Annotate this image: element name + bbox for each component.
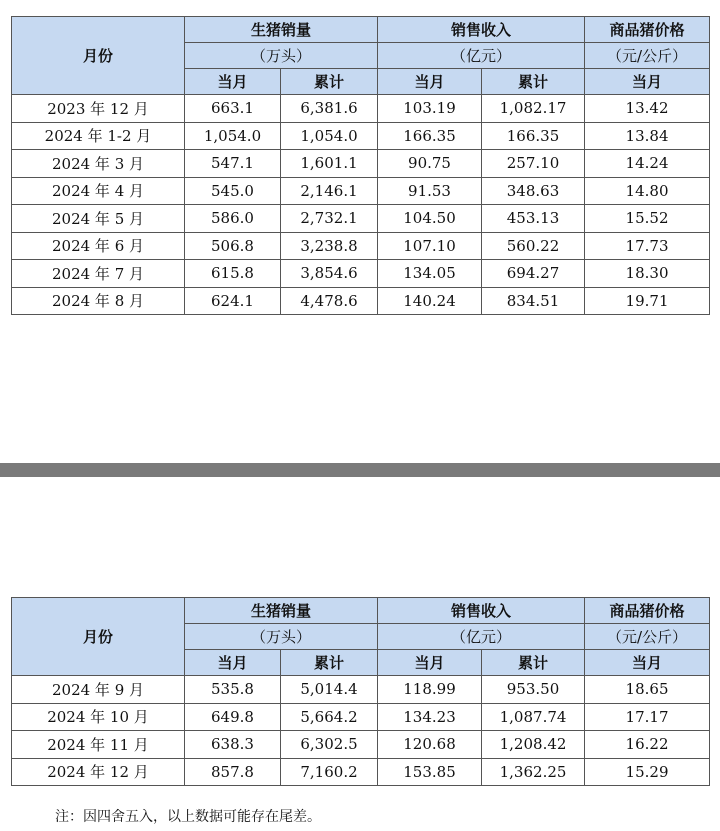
month-cell: 2024 年 5 月 [12,205,185,233]
revenue-current-cell: 90.75 [378,150,482,178]
month-cell: 2024 年 4 月 [12,177,185,205]
month-cell: 2024 年 9 月 [12,676,185,704]
price-unit: （元/公斤） [585,43,710,69]
sales-cumulative-cell: 2,146.1 [281,177,378,205]
table-row [12,287,710,315]
sales-cumulative-cell: 4,478.6 [281,287,378,315]
revenue-unit: （亿元） [378,43,585,69]
price-current-header: 当月 [585,650,710,676]
revenue-cumulative-cell: 694.27 [482,260,585,288]
revenue-current-cell: 91.53 [378,177,482,205]
pig-sales-header: 生猪销量 [185,598,378,624]
sales-cumulative-cell: 2,732.1 [281,205,378,233]
price-cell: 14.80 [585,177,710,205]
revenue-cumulative-header: 累计 [482,650,585,676]
sales-current-header: 当月 [185,650,281,676]
price-cell: 18.65 [585,676,710,704]
revenue-cumulative-cell: 1,087.74 [482,703,585,731]
price-current-header: 当月 [585,69,710,95]
revenue-current-cell: 118.99 [378,676,482,704]
revenue-cumulative-cell: 453.13 [482,205,585,233]
sales-current-cell: 663.1 [185,95,281,123]
revenue-cumulative-cell: 834.51 [482,287,585,315]
price-cell: 14.24 [585,150,710,178]
month-header: 月份 [12,17,185,95]
table-row [12,177,710,205]
price-cell: 15.52 [585,205,710,233]
price-header: 商品猪价格 [585,598,710,624]
price-cell: 13.84 [585,122,710,150]
month-cell: 2024 年 12 月 [12,758,185,786]
table-row [12,260,710,288]
sales-current-cell: 586.0 [185,205,281,233]
sales-cumulative-cell: 5,664.2 [281,703,378,731]
revenue-cumulative-cell: 257.10 [482,150,585,178]
revenue-current-cell: 104.50 [378,205,482,233]
price-cell: 13.42 [585,95,710,123]
sales-current-header: 当月 [185,69,281,95]
revenue-cumulative-header: 累计 [482,69,585,95]
table-row [12,150,710,178]
revenue-cumulative-cell: 560.22 [482,232,585,260]
sales-current-cell: 624.1 [185,287,281,315]
table-row [12,122,710,150]
pig-sales-unit: （万头） [185,43,378,69]
revenue-current-cell: 120.68 [378,731,482,759]
sales-current-cell: 535.8 [185,676,281,704]
revenue-cumulative-cell: 953.50 [482,676,585,704]
revenue-current-cell: 134.05 [378,260,482,288]
price-unit: （元/公斤） [585,624,710,650]
sales-current-cell: 506.8 [185,232,281,260]
revenue-current-cell: 166.35 [378,122,482,150]
price-header: 商品猪价格 [585,17,710,43]
table-row [12,731,710,759]
revenue-current-cell: 153.85 [378,758,482,786]
revenue-current-cell: 134.23 [378,703,482,731]
revenue-header: 销售收入 [378,17,585,43]
month-header: 月份 [12,598,185,676]
month-cell: 2024 年 1-2 月 [12,122,185,150]
revenue-current-cell: 140.24 [378,287,482,315]
sales-current-cell: 857.8 [185,758,281,786]
price-cell: 17.17 [585,703,710,731]
sales-cumulative-cell: 6,302.5 [281,731,378,759]
table-row [12,95,710,123]
sales-current-cell: 547.1 [185,150,281,178]
month-cell: 2024 年 8 月 [12,287,185,315]
month-cell: 2024 年 3 月 [12,150,185,178]
revenue-header: 销售收入 [378,598,585,624]
table-row [12,758,710,786]
price-cell: 16.22 [585,731,710,759]
table-row [12,676,710,704]
revenue-current-cell: 103.19 [378,95,482,123]
pig-sales-header: 生猪销量 [185,17,378,43]
month-cell: 2024 年 10 月 [12,703,185,731]
sales-current-cell: 1,054.0 [185,122,281,150]
sales-current-cell: 545.0 [185,177,281,205]
page-divider [0,463,720,477]
revenue-cumulative-cell: 1,208.42 [482,731,585,759]
sales-current-cell: 638.3 [185,731,281,759]
revenue-cumulative-cell: 1,082.17 [482,95,585,123]
price-cell: 19.71 [585,287,710,315]
table-row [12,703,710,731]
sales-cumulative-cell: 1,054.0 [281,122,378,150]
sales-cumulative-header: 累计 [281,650,378,676]
revenue-cumulative-cell: 1,362.25 [482,758,585,786]
sales-cumulative-cell: 7,160.2 [281,758,378,786]
sales-current-cell: 615.8 [185,260,281,288]
table-row [12,205,710,233]
month-cell: 2024 年 7 月 [12,260,185,288]
month-cell: 2024 年 6 月 [12,232,185,260]
sales-cumulative-cell: 5,014.4 [281,676,378,704]
revenue-unit: （亿元） [378,624,585,650]
sales-current-cell: 649.8 [185,703,281,731]
sales-cumulative-cell: 3,238.8 [281,232,378,260]
sales-cumulative-cell: 3,854.6 [281,260,378,288]
month-cell: 2023 年 12 月 [12,95,185,123]
revenue-cumulative-cell: 348.63 [482,177,585,205]
table-row [12,232,710,260]
revenue-cumulative-cell: 166.35 [482,122,585,150]
footnote: 注：因四舍五入，以上数据可能存在尾差。 [55,809,321,825]
sales-table-bottom [11,597,710,786]
month-cell: 2024 年 11 月 [12,731,185,759]
sales-cumulative-header: 累计 [281,69,378,95]
sales-table-top [11,16,710,315]
sales-cumulative-cell: 1,601.1 [281,150,378,178]
price-cell: 17.73 [585,232,710,260]
pig-sales-unit: （万头） [185,624,378,650]
sales-cumulative-cell: 6,381.6 [281,95,378,123]
revenue-current-cell: 107.10 [378,232,482,260]
price-cell: 15.29 [585,758,710,786]
revenue-current-header: 当月 [378,69,482,95]
price-cell: 18.30 [585,260,710,288]
revenue-current-header: 当月 [378,650,482,676]
